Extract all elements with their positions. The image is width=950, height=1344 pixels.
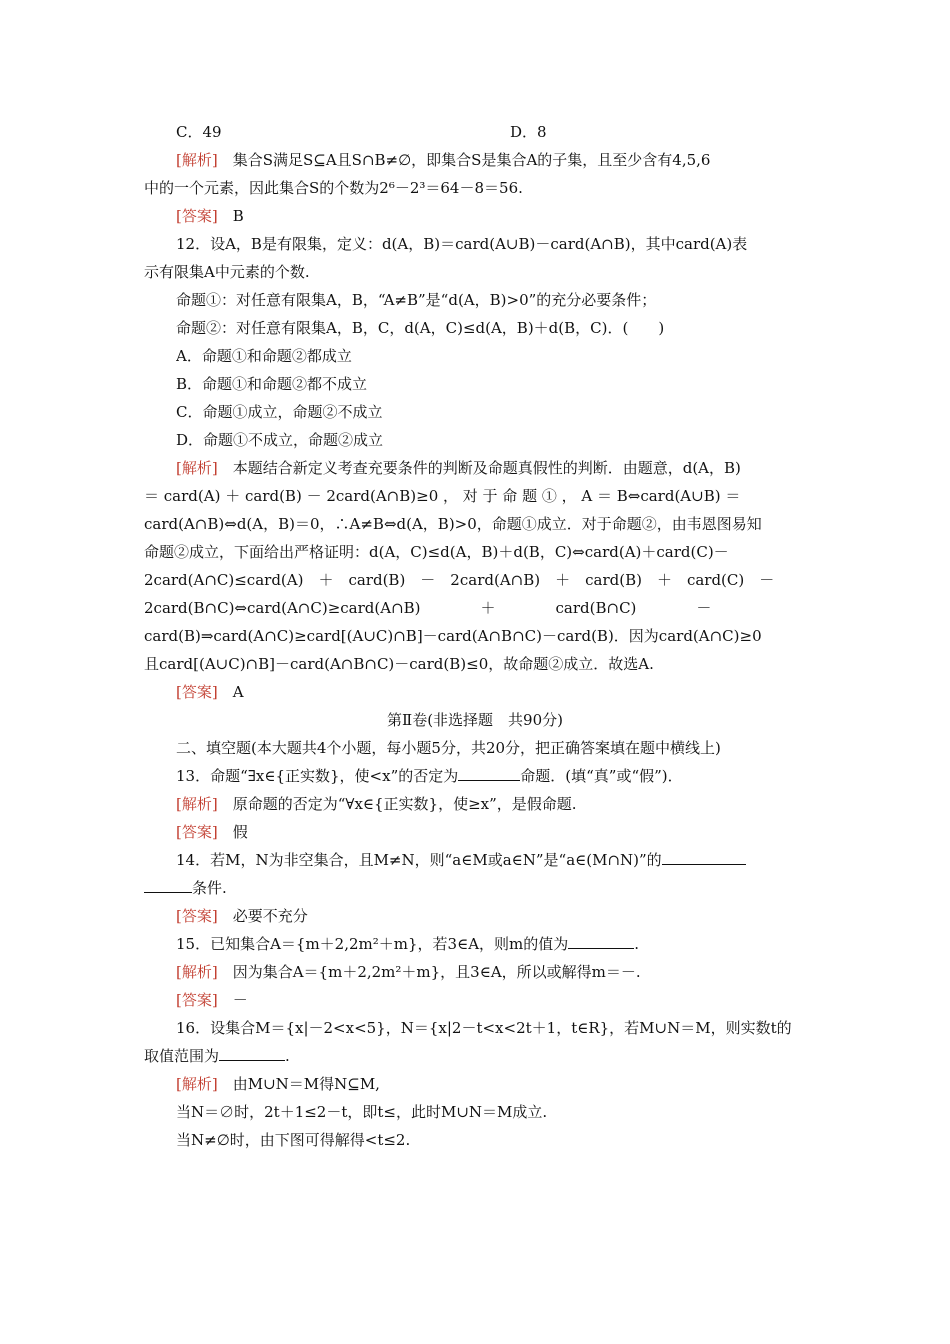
choice-a: A．命题①和命题②都成立 [176, 347, 352, 365]
question-16-cont: 取值范围为 . [144, 1047, 290, 1065]
analysis-15: [解析] 因为集合A＝{m＋2,2m²＋m}，且3∈A，所以或解得m＝－. [176, 963, 641, 981]
choice-b: B．命题①和命题②都不成立 [176, 375, 368, 393]
question-12-cont: 示有限集A中元素的个数. [144, 263, 310, 281]
answer-13: [答案] 假 [176, 823, 248, 841]
option-d: D．8 [510, 123, 547, 141]
question-14-cont: 条件. [144, 878, 806, 898]
question-12: 12．设A，B是有限集，定义：d(A，B)＝card(A∪B)－card(A∩B)，其中card(A)表 [176, 235, 748, 253]
question-14: 14．若M，N为非空集合，且M≠N，则“a∈M或a∈N”是“a∈(M∩N)”的 [176, 850, 806, 870]
analysis-12-line8: 且card[(A∪C)∩B]－card(A∩B∩C)－card(B)≤0，故命题②成立．故选A. [144, 655, 654, 673]
option-c-line [176, 122, 806, 142]
answer-tag: [答案] [176, 683, 218, 701]
analysis-11: [解析] 集合S满足S⊆A且S∩B≠∅，即集合S是集合A的子集，且至少含有4,5,6 [176, 151, 711, 169]
answer-blank [144, 878, 192, 893]
section-instructions: 二、填空题(本大题共4个小题，每小题5分，共20分，把正确答案填在题中横线上) [176, 739, 721, 757]
question-15: 15．已知集合A＝{m＋2,2m²＋m}，若3∈A，则m的值为 . [176, 935, 640, 953]
answer-15: [答案] － [176, 991, 248, 1009]
proposition-2: 命题②：对任意有限集A，B，C，d(A，C)≤d(A，B)＋d(B，C)．( ) [176, 319, 665, 337]
analysis-16: [解析] 由M∪N＝M得N⊆M, [176, 1075, 380, 1093]
analysis-16-case1: 当N＝∅时，2t＋1≤2－t，即t≤，此时M∪N＝M成立. [176, 1103, 548, 1121]
analysis-tag: [解析] [176, 795, 218, 813]
analysis-11-cont: 中的一个元素，因此集合S的个数为2⁶－2³＝64－8＝56. [144, 179, 523, 197]
question-16: 16．设集合M＝{x|－2<x<5}，N＝{x|2－t<x<2t＋1，t∈R}，若M∪N＝M，则实数t的 [176, 1019, 792, 1037]
analysis-12-line4: 命题②成立，下面给出严格证明：d(A，C)≤d(A，B)＋d(B，C)⇔card(A)＋card(C)－ [144, 543, 729, 561]
answer-tag: [答案] [176, 823, 218, 841]
answer-blank [568, 934, 634, 949]
analysis-12-line6: 2card(B∩C)⇔card(A∩C)≥card(A∩B) ＋ card(B∩C) － [144, 599, 712, 617]
answer-tag: [答案] [176, 907, 218, 925]
answer-14: [答案] 必要不充分 [176, 907, 308, 925]
analysis-12-line2: ＝ card(A) ＋ card(B) － 2card(A∩B)≥0 ， 对 于 命 题 ① ， A ＝ B⇔card(A∪B) ＝ [144, 487, 741, 505]
analysis-13: [解析] 原命题的否定为“∀x∈{正实数}，使≥x”，是假命题. [176, 795, 577, 813]
answer-blank [219, 1046, 285, 1061]
analysis-tag: [解析] [176, 151, 218, 169]
answer-blank [662, 850, 746, 865]
section-title: 第Ⅱ卷(非选择题 共90分) [387, 711, 563, 729]
answer-11: [答案] B [176, 207, 244, 225]
answer-tag: [答案] [176, 991, 218, 1009]
analysis-tag: [解析] [176, 459, 218, 477]
option-c: C．49 [176, 123, 222, 141]
analysis-16-case2: 当N≠∅时，由下图可得解得<t≤2. [176, 1131, 411, 1149]
answer-tag: [答案] [176, 207, 218, 225]
analysis-tag: [解析] [176, 1075, 218, 1093]
analysis-tag: [解析] [176, 963, 218, 981]
question-13: 13．命题“∃x∈{正实数}，使<x”的否定为 命题．(填“真”或“假”)． [176, 767, 683, 785]
choice-c: C．命题①成立，命题②不成立 [176, 403, 383, 421]
answer-12: [答案] A [176, 683, 244, 701]
proposition-1: 命题①：对任意有限集A，B，“A≠B”是“d(A，B)>0”的充分必要条件； [176, 291, 657, 309]
analysis-12-line3: card(A∩B)⇔d(A，B)＝0，∴A≠B⇔d(A，B)>0，命题①成立．对于命题②，由韦恩图易知 [144, 515, 762, 533]
choice-d: D．命题①不成立，命题②成立 [176, 431, 384, 449]
analysis-12-line5: 2card(A∩C)≤card(A) ＋ card(B) － 2card(A∩B) ＋ card(B) ＋ card(C) － [144, 571, 775, 589]
analysis-12-line7: card(B)⇒card(A∩C)≥card[(A∪C)∩B]－card(A∩B∩C)－card(B)．因为card(A∩C)≥0 [144, 627, 762, 645]
analysis-12: [解析] 本题结合新定义考查充要条件的判断及命题真假性的判断．由题意，d(A，B) [176, 459, 741, 477]
answer-blank [458, 766, 520, 781]
